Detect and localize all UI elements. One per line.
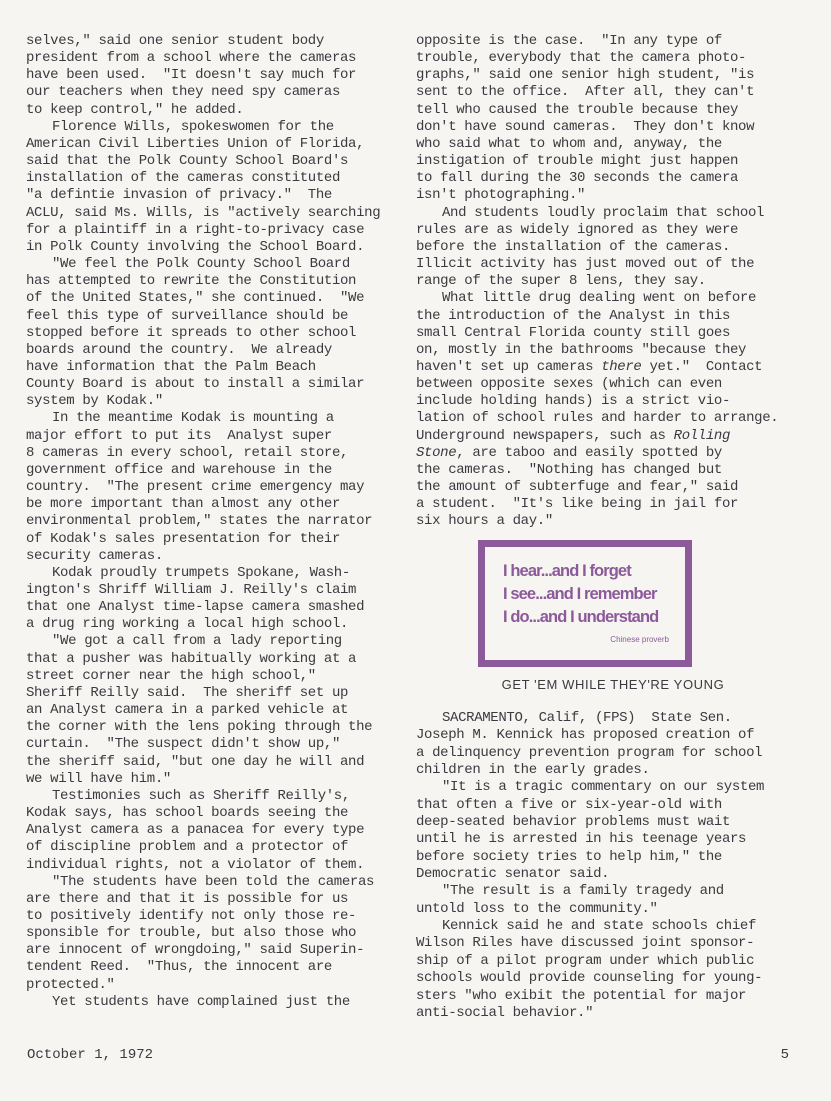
text-line: for a plaintiff in a right-to-privacy case	[26, 221, 365, 238]
text-line: a drug ring working a local high school.	[26, 616, 349, 633]
text-line: 8 cameras in every school, retail store,	[26, 444, 349, 461]
text-line: ACLU, said Ms. Wills, is "actively searching	[26, 204, 381, 221]
article-column-left	[26, 33, 406, 1011]
text-line: untold loss to the community."	[416, 900, 658, 917]
text-line: government office and warehouse in the	[26, 461, 332, 478]
text-line: Stone, are taboo and easily spotted by	[416, 444, 722, 461]
proverb-line: I do...and I understand	[503, 608, 659, 626]
text-line: installation of the cameras constituted	[26, 170, 341, 187]
text-line: lation of school rules and harder to arrange.	[416, 410, 779, 427]
text-line: president from a school where the cameras	[26, 50, 357, 67]
text-line: "a defintie invasion of privacy." The	[26, 187, 332, 204]
text-line: be more important than almost any other	[26, 496, 341, 513]
article-column-right-lower	[416, 710, 806, 1022]
text-line: Yet students have complained just the	[52, 993, 350, 1010]
text-line: sters "who exibit the potential for major	[416, 987, 747, 1004]
text-line: protected."	[26, 976, 115, 993]
text-line: of Kodak's sales presentation for their	[26, 530, 341, 547]
text-line: of discipline problem and a protector of	[26, 839, 349, 856]
text-line: selves," said one senior student body	[26, 33, 324, 49]
text-line: are innocent of wrongdoing," said Superin-	[26, 942, 365, 959]
text-line: rules are as widely ignored as they were	[416, 221, 739, 238]
text-line: street corner near the high school,"	[26, 667, 316, 684]
text-line: "The result is a family tragedy and	[442, 883, 724, 900]
text-line: the sheriff said, "but one day he will and	[26, 753, 365, 770]
text-line: SACRAMENTO, Calif, (FPS) State Sen.	[442, 710, 732, 726]
text-line: the corner with the lens poking through the	[26, 719, 373, 736]
text-line: deep-seated behavior problems must wait	[416, 814, 731, 831]
text-line: "It is a tragic commentary on our system	[442, 779, 765, 796]
text-line: instigation of trouble might just happen	[416, 153, 739, 170]
text-line: tell who caused the trouble because they	[416, 101, 739, 118]
proverb-box	[478, 540, 692, 667]
text-line: individual rights, not a violator of them.	[26, 856, 365, 873]
text-line: stopped before it spreads to other school	[26, 324, 357, 341]
text-line: before the installation of the cameras.	[416, 238, 731, 255]
text-line: sponsible for trouble, but also those who	[26, 925, 357, 942]
text-line: the introduction of the Analyst in this	[416, 307, 731, 324]
proverb-line: I see...and I remember	[503, 585, 657, 603]
text-line: between opposite sexes (which can even	[416, 376, 722, 393]
headline: GET 'EM WHILE THEY'RE YOUNG	[501, 677, 725, 692]
text-line: Joseph M. Kennick has proposed creation of	[416, 727, 755, 744]
text-line: we will have him."	[26, 770, 171, 787]
text-line: until he is arrested in his teenage years	[416, 831, 747, 848]
text-line: Underground newspapers, such as Rolling	[416, 427, 731, 444]
proverb-line: I hear...and I forget	[503, 562, 631, 580]
text-line: Kodak says, has school boards seeing the	[26, 805, 349, 822]
text-line: that often a five or six-year-old with	[416, 796, 722, 813]
text-line: who said what to whom and, anyway, the	[416, 135, 722, 152]
text-line: include holding hands) is a strict vio-	[416, 393, 731, 410]
text-line: security cameras.	[26, 547, 163, 564]
text-line: that one Analyst time-lapse camera smashed	[26, 599, 365, 616]
text-line: have been used. "It doesn't say much for	[26, 67, 357, 84]
text-line: boards around the country. We already	[26, 341, 332, 358]
article-column-right	[416, 33, 806, 531]
text-line: "The students have been told the cameras	[52, 873, 375, 890]
text-line: Kennick said he and state schools chief	[442, 918, 757, 935]
text-line: six hours a day."	[416, 513, 553, 530]
text-line: opposite is the case. "In any type of	[416, 33, 722, 49]
text-line: curtain. "The suspect didn't show up,"	[26, 736, 341, 753]
text-line: Wilson Riles have discussed joint sponsor-	[416, 935, 755, 952]
text-line: before society tries to help him," the	[416, 848, 722, 865]
text-line: Testimonies such as Sheriff Reilly's,	[52, 787, 350, 804]
text-line: graphs," said one senior high student, "is	[416, 67, 755, 84]
text-line: anti-social behavior."	[416, 1004, 594, 1021]
text-line: are there and that it is possible for us	[26, 890, 349, 907]
text-line: American Civil Liberties Union of Florida,	[26, 135, 365, 152]
text-line: said that the Polk County School Board's	[26, 153, 349, 170]
text-line: to keep control," he added.	[26, 101, 244, 118]
text-line: Kodak proudly trumpets Spokane, Wash-	[52, 564, 350, 581]
text-line: ington's Shriff William J. Reilly's claim	[26, 582, 357, 598]
text-line: have information that the Palm Beach	[26, 358, 316, 375]
text-line: Analyst camera as a panacea for every type	[26, 822, 365, 839]
text-line: Democratic senator said.	[416, 866, 610, 883]
text-line: What little drug dealing went on before	[442, 290, 757, 307]
text-line: on, mostly in the bathrooms "because they	[416, 341, 747, 358]
page-number: 5	[780, 1047, 789, 1063]
text-line: of the United States," she continued. "We	[26, 290, 365, 307]
text-line: sent to the office. After all, they can't	[416, 84, 755, 101]
text-line: ship of a pilot program under which public	[416, 952, 755, 969]
text-line: a delinquency prevention program for school	[416, 744, 763, 761]
text-line: that a pusher was habitually working at a	[26, 650, 357, 667]
text-line: has attempted to rewrite the Constitution	[26, 273, 357, 290]
text-line: Sheriff Reilly said. The sheriff set up	[26, 684, 349, 701]
text-line: to fall during the 30 seconds the camera	[416, 170, 739, 187]
text-line: to positively identify not only those re-	[26, 907, 357, 924]
text-line: children in the early grades.	[416, 762, 650, 779]
text-line: small Central Florida county still goes	[416, 324, 731, 341]
text-line: "We got a call from a lady reporting	[52, 633, 342, 650]
text-line: range of the super 8 lens, they say.	[416, 273, 706, 290]
text-line: feel this type of surveillance should be	[26, 307, 349, 324]
text-line: an Analyst camera in a parked vehicle at	[26, 702, 349, 719]
text-line: major effort to put its Analyst super	[26, 427, 332, 444]
text-line: schools would provide counseling for young-	[416, 970, 763, 987]
text-line: country. "The present crime emergency may	[26, 479, 365, 496]
proverb-attribution: Chinese proverb	[610, 635, 669, 644]
text-line: environmental problem," states the narrator	[26, 513, 373, 530]
text-line: the cameras. "Nothing has changed but	[416, 461, 722, 478]
text-line: haven't set up cameras there yet." Contact	[416, 358, 763, 375]
text-line: "We feel the Polk County School Board	[52, 256, 350, 273]
text-line: And students loudly proclaim that school	[442, 204, 765, 221]
text-line: a student. "It's like being in jail for	[416, 496, 739, 513]
text-line: Illicit activity has just moved out of the	[416, 256, 755, 273]
text-line: trouble, everybody that the camera photo-	[416, 50, 747, 67]
text-line: don't have sound cameras. They don't know	[416, 118, 755, 135]
text-line: the amount of subterfuge and fear," said	[416, 479, 739, 496]
text-line: in Polk County involving the School Board.	[26, 238, 365, 255]
footer-date: October 1, 1972	[27, 1047, 154, 1063]
text-line: system by Kodak."	[26, 393, 163, 410]
text-line: Florence Wills, spokeswomen for the	[52, 118, 334, 135]
text-line: tendent Reed. "Thus, the innocent are	[26, 959, 332, 976]
text-line: In the meantime Kodak is mounting a	[52, 410, 334, 427]
text-line: County Board is about to install a similar	[26, 376, 365, 393]
text-line: our teachers when they need spy cameras	[26, 84, 341, 101]
text-line: isn't photographing."	[416, 187, 586, 204]
